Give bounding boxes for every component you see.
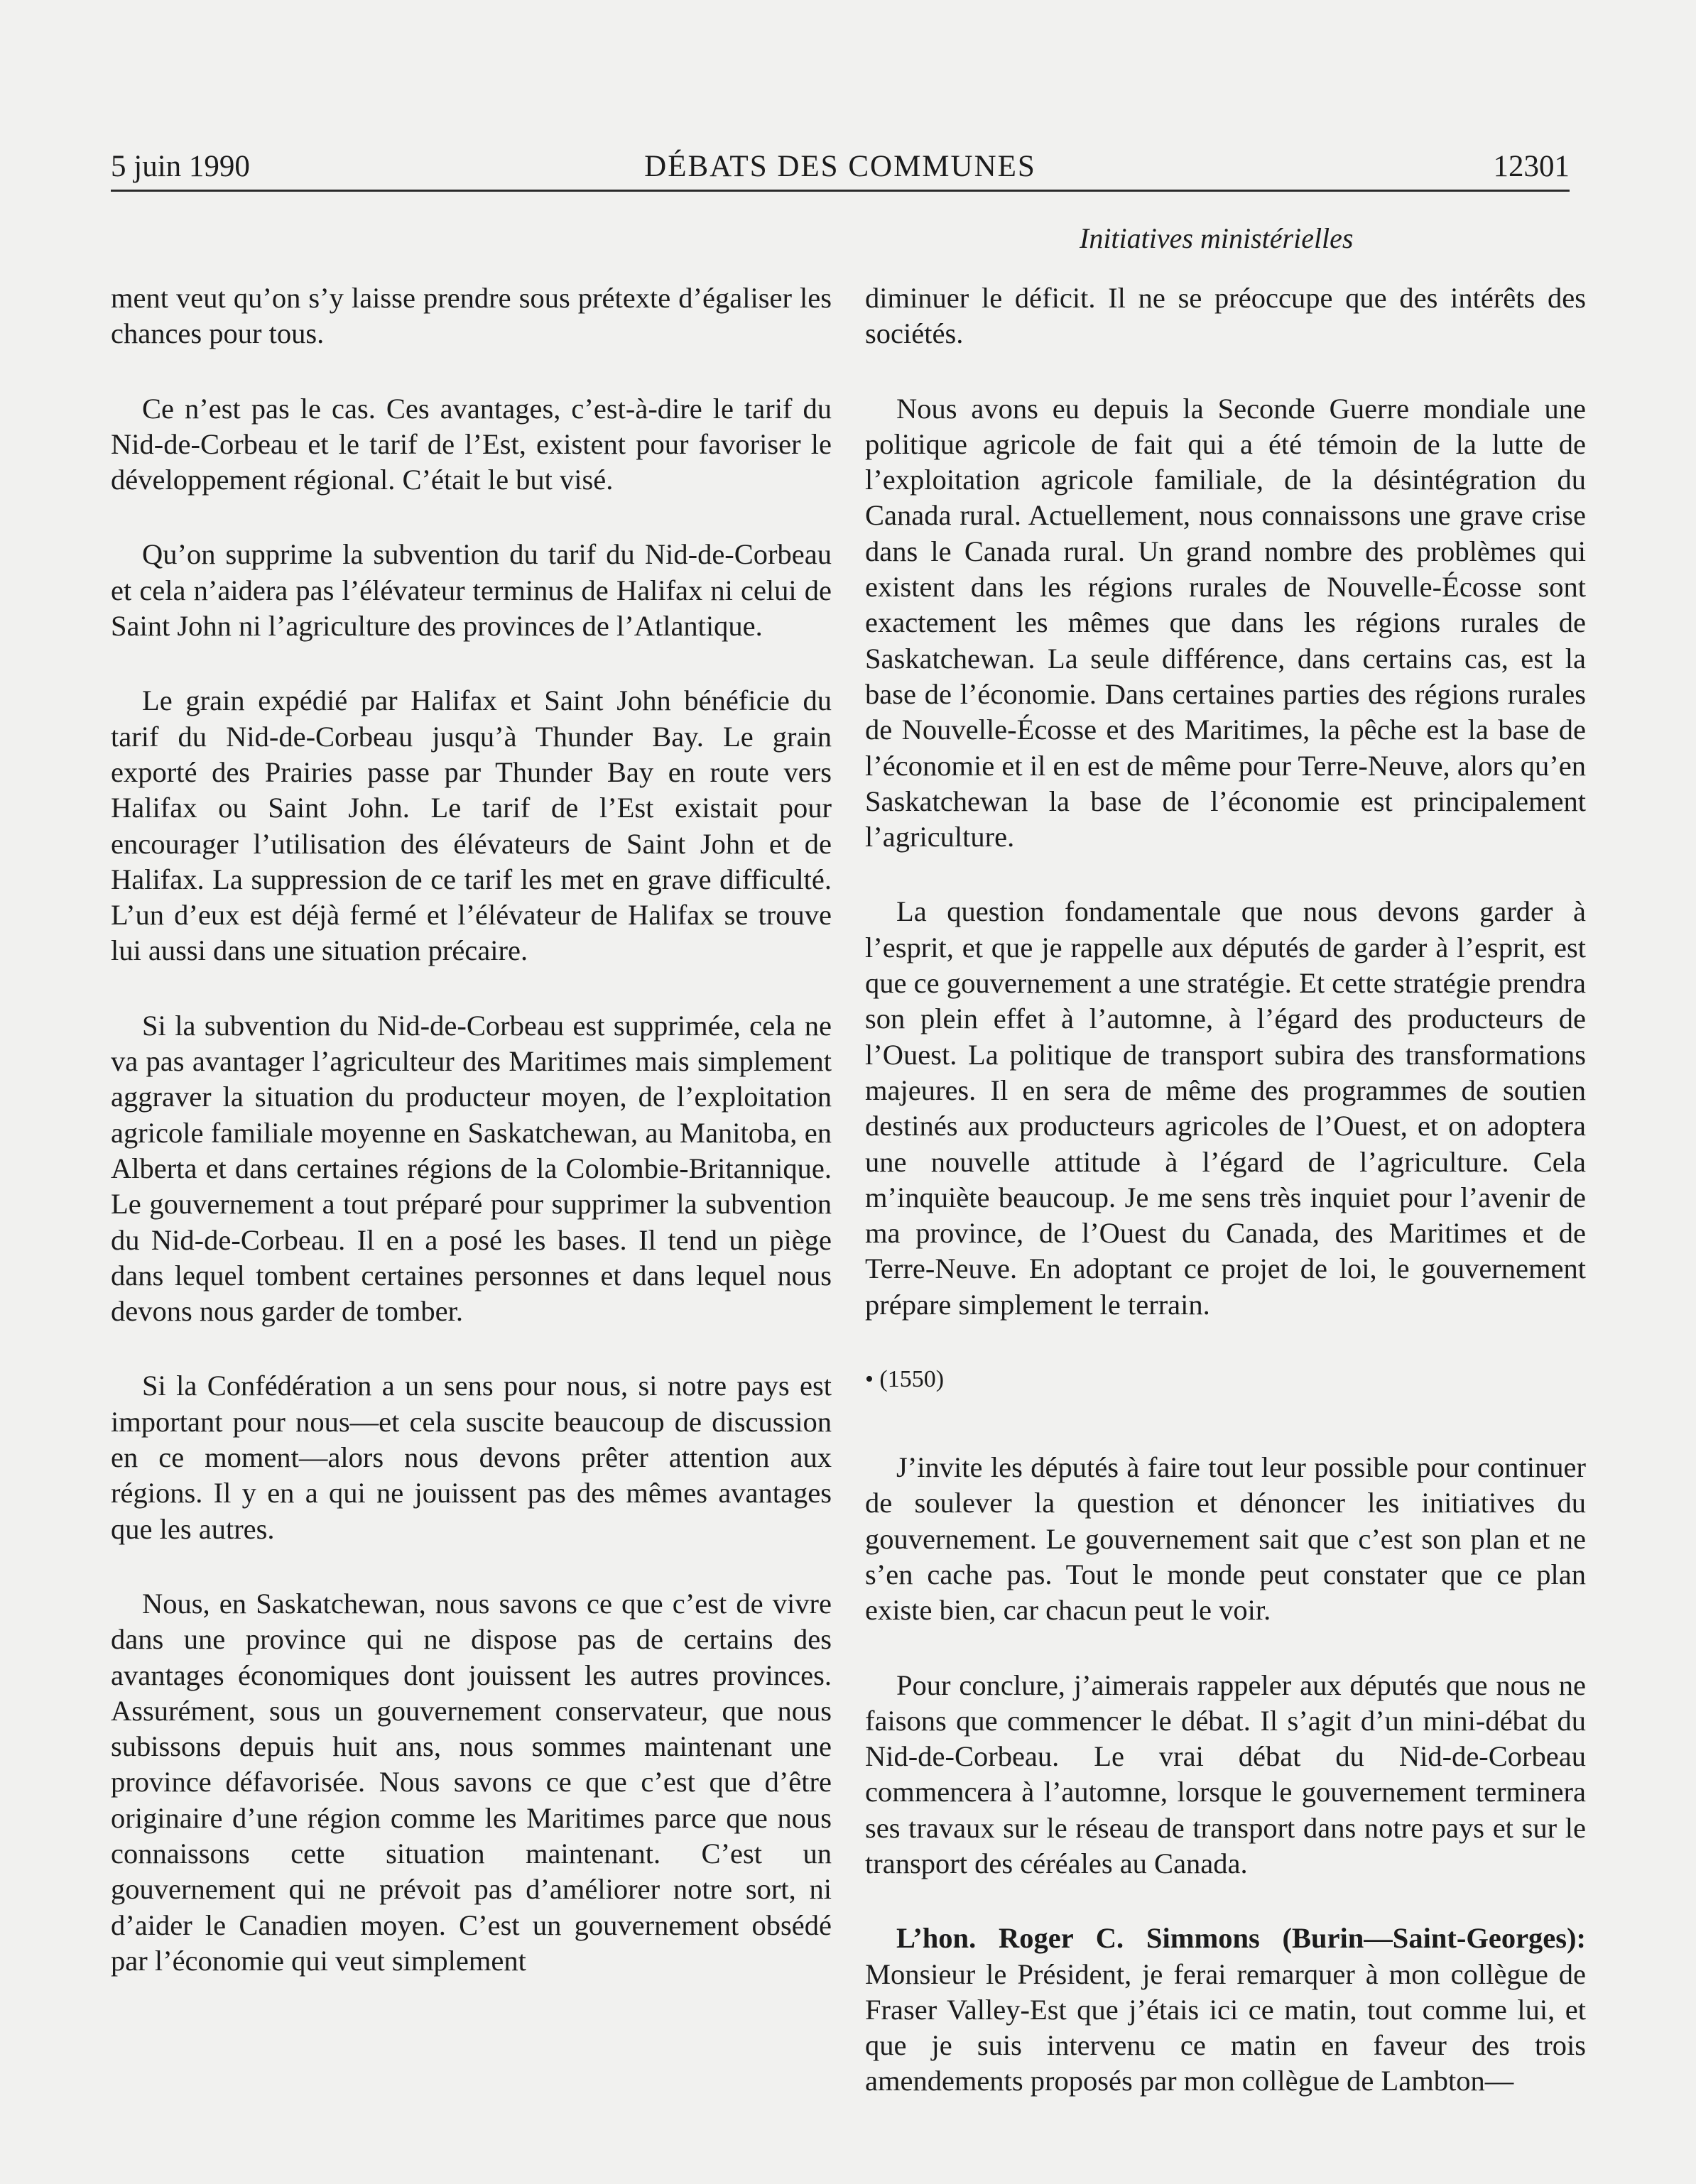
paragraph: Qu’on supprime la subvention du tarif du Nid-de-Corbeau et cela n’aidera pas l’élévateur terminus de Halifax ni celui de Saint John ni l’agriculture des provinces de l’Atlantique.: [111, 538, 832, 643]
paragraph: Si la subvention du Nid-de-Corbeau est supprimée, cela ne va pas avantager l’agriculteur des Maritimes mais simplement aggraver la situation du producteur moyen, de l’exploitation agricole familiale moyenne en Saskatchewan, au Manitoba, en Alberta et dans certaines régions de la Colombie-Britannique. Le gouvernement a tout préparé pour supprimer la subvention du Nid-de-Corbeau. Il en a posé les bases. Il tend un piège dans lequel tombent certaines personnes et dans lequel nous devons nous garder de tomber.: [111, 1009, 832, 1328]
paragraph: Nous avons eu depuis la Seconde Guerre mondiale une politique agricole de fait qui a été témoin de la lutte de l’exploitation agricole familiale, de la désintégration du Canada rural. Actuellement, nous connaissons une grave crise dans le Canada rural. Un grand nombre des problèmes qui existent dans les régions rurales de Nouvelle-Écosse sont exactement les mêmes que dans les régions rurales de Saskatchewan. La seule différence, dans certains cas, est la base de l’économie. Dans certaines parties des régions rurales de Nouvelle-Écosse et des Maritimes, la pêche est la base de l’économie et il en est de même pour Terre-Neuve, alors qu’en Saskatchewan la base de l’économie est principalement l’agriculture.: [865, 392, 1586, 853]
section-label: Initiatives ministérielles: [1080, 222, 1354, 254]
speaker-paragraph: [865, 1921, 1586, 2099]
left-column: [111, 280, 832, 2018]
header-title: DÉBATS DES COMMUNES: [644, 150, 1036, 183]
time-marker: • (1550): [865, 1366, 945, 1393]
page-header: [111, 146, 1570, 188]
header-date: 5 juin 1990: [111, 150, 250, 183]
paragraph: La question fondamentale que nous devons garder à l’esprit, et que je rappelle aux députés de garder à l’esprit, est que ce gouvernement a une stratégie. Et cette stratégie prendra son plein effet à l’automne, à l’égard des producteurs de l’Ouest. La politique de transport subira des transformations majeures. Il en sera de même des programmes de soutien destinés aux producteurs agricoles de l’Ouest, et on adoptera une nouvelle attitude à l’égard de l’agriculture. Cela m’inquiète beaucoup. Je me sens très inquiet pour l’avenir de ma province, de l’Ouest du Canada, des Maritimes et de Terre-Neuve. En adoptant ce projet de loi, le gouvernement prépare simplement le terrain.: [865, 895, 1586, 1321]
speaker-name: L’hon. Roger C. Simmons (Burin—Saint-Georges):: [896, 1922, 1586, 1955]
paragraph: Nous, en Saskatchewan, nous savons ce que c’est de vivre dans une province qui ne dispose pas de certains des avantages économiques dont jouissent les autres provinces. Assurément, sous un gouvernement conservateur, que nous subissons depuis huit ans, nous sommes maintenant une province défavorisée. Nous savons ce que c’est que d’être originaire d’une région comme les Maritimes parce que nous connaissons cette situation maintenant. C’est un gouvernement qui ne prévoit pas d’améliorer notre sort, ni d’aider le Canadien moyen. C’est un gouvernement obsédé par l’économie qui veut simplement: [111, 1587, 832, 1977]
paragraph: Le grain expédié par Halifax et Saint John bénéficie du tarif du Nid-de-Corbeau jusqu’à Thunder Bay. Le grain exporté des Prairies passe par Thunder Bay en route vers Halifax ou Saint John. Le tarif de l’Est existait pour encourager l’utilisation des élévateurs de Saint John et de Halifax. La suppression de ce tarif les met en grave difficulté. L’un d’eux est déjà fermé et l’élévateur de Halifax se trouve lui aussi dans une situation précaire.: [111, 684, 832, 967]
paragraph: Pour conclure, j’aimerais rappeler aux députés que nous ne faisons que commencer le débat. Il s’agit d’un mini-débat du Nid-de-Corbeau. Le vrai débat du Nid-de-Corbeau commencera à l’automne, lorsque le gouvernement terminera ses travaux sur le réseau de transport dans notre pays et sur le transport des céréales au Canada.: [865, 1669, 1586, 1879]
paragraph: J’invite les députés à faire tout leur possible pour continuer de soulever la question et dénoncer les initiatives du gouvernement. Le gouvernement sait que c’est son plan et ne s’en cache pas. Tout le monde peut constater que ce plan existe bien, car chacun peut le voir.: [865, 1451, 1586, 1627]
paragraph: diminuer le déficit. Il ne se préoccupe que des intérêts des sociétés.: [865, 282, 1586, 350]
paragraph: ment veut qu’on s’y laisse prendre sous prétexte d’égaliser les chances pour tous.: [111, 282, 832, 350]
right-column: [865, 280, 1586, 2139]
paragraph: Ce n’est pas le cas. Ces avantages, c’est-à-dire le tarif du Nid-de-Corbeau et le tarif de l’Est, existent pour favoriser le développement régional. C’était le but visé.: [111, 392, 832, 496]
speech-text: Monsieur le Président, je ferai remarquer à mon collègue de Fraser Valley-Est que j’étais ici ce matin, tout comme lui, et que je suis intervenu ce matin en faveur des trois amendements proposés par mon collègue de Lambton—: [865, 1958, 1586, 2097]
header-page-number: 12301: [1493, 150, 1570, 183]
header-rule: [111, 190, 1570, 192]
paragraph: Si la Confédération a un sens pour nous, si notre pays est important pour nous—et cela suscite beaucoup de discussion en ce moment—alors nous devons prêter attention aux régions. Il y en a qui ne jouissent pas des mêmes avantages que les autres.: [111, 1370, 832, 1545]
